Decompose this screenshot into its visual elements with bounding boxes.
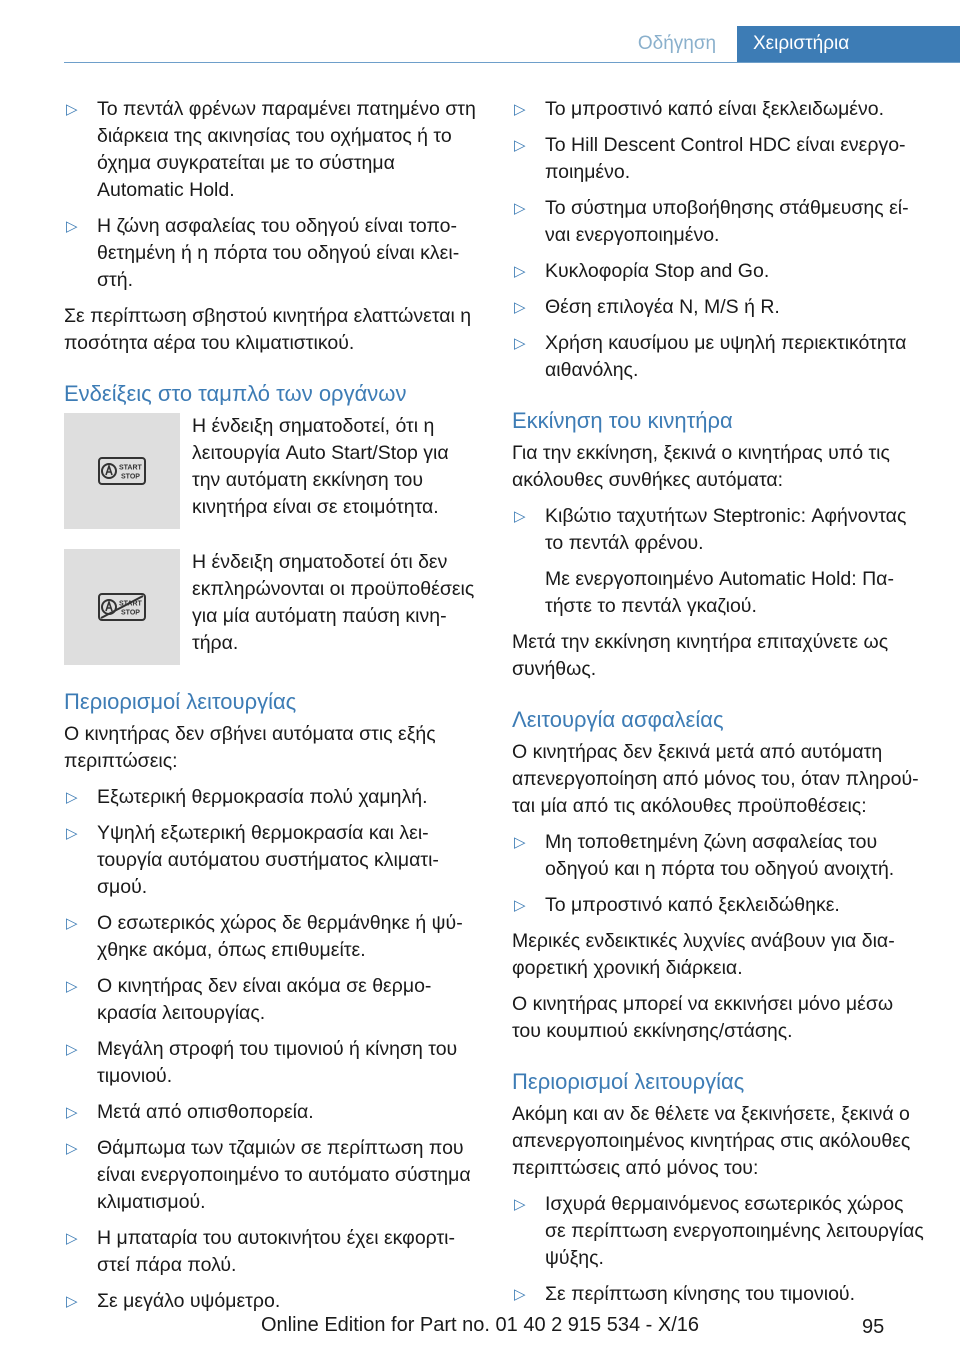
list-item: ▷ Υψηλή εξωτερική θερμοκρασία και λειτουργία αυτόματου συστήματος κλιματισμού. <box>66 822 439 898</box>
auto-start-stop-icon <box>98 457 146 485</box>
list-item: ▷ Το Hill Descent Control HDC είναι ενεργοποιημένο. <box>514 134 906 183</box>
list-item: ▷ Θάμπωμα των τζαμιών σε περίπτωση που είναι ενεργοποιημένο το αυτόματο σύστημα κλιματισμού. <box>66 1137 471 1213</box>
list-item: ▷ Ο εσωτερικός χώρος δε θερμάνθηκε ή ψύχθηκε ακόμα, όπως επιθυμείτε. <box>66 912 463 961</box>
indicator-not-met-row <box>64 549 478 665</box>
list-item: ▷ Θέση επιλογέα N, M/S ή R. <box>512 294 927 321</box>
triangle-bullet-icon: ▷ <box>66 1293 78 1310</box>
heading-limits: Περιορισμοί λειτουργίας <box>64 689 297 714</box>
right-column <box>512 96 927 1317</box>
triangle-bullet-icon: ▷ <box>514 834 526 851</box>
icon-text-start: START <box>119 600 142 608</box>
limits-list <box>64 784 478 1315</box>
icon-text-start: START <box>119 464 142 472</box>
list-item: ▷ Μη τοποθετημένη ζώνη ασφαλείας του οδηγού και η πόρτα του οδηγού ανοιχτή. <box>514 831 895 880</box>
paragraph-lamps: Μερικές ενδεικτικές λυχνίες ανάβουν για διαφορετική χρονική διάρκεια. <box>512 930 895 979</box>
triangle-bullet-icon: ▷ <box>66 101 78 118</box>
icon-text-stop: STOP <box>121 473 140 481</box>
paragraph-limits: Ο κινητήρας δεν σβήνει αυτόματα στις εξής περιπτώσεις: <box>64 723 436 772</box>
indicator-ready-image <box>64 413 180 529</box>
indicator-ready-row <box>64 413 478 529</box>
triangle-bullet-icon: ▷ <box>66 1140 78 1157</box>
condition-list <box>64 96 478 294</box>
triangle-bullet-icon: ▷ <box>514 299 526 316</box>
tab-controls[interactable]: Χειριστήρια <box>737 26 960 62</box>
indicator-ready-text: Η ένδειξη σηματοδοτεί, ότι η λειτουργία Auto Start/Stop για την αυτόματη εκκίνηση του κινητήρα είναι σε ετοιμότητα. <box>192 415 449 518</box>
footer-edition: Online Edition for Part no. 01 40 2 915 534 - X/16 <box>260 1314 700 1336</box>
triangle-bullet-icon: ▷ <box>66 1104 78 1121</box>
heading-limits-restart: Περιορισμοί λειτουργίας <box>512 1069 745 1094</box>
list-item: ▷ Το μπροστινό καπό είναι ξεκλειδωμένο. <box>512 96 927 123</box>
paragraph-safety: Ο κινητήρας δεν ξεκινά μετά από αυτόματη απενεργοποίηση από μόνος του, όταν πληρούται μία από τις ακόλουθες προϋποθέσεις: <box>512 741 919 817</box>
triangle-bullet-icon: ▷ <box>514 101 526 118</box>
triangle-bullet-icon: ▷ <box>514 897 526 914</box>
left-column <box>64 96 478 1324</box>
heading-indicators: Ενδείξεις στο ταμπλό των οργάνων <box>64 381 407 406</box>
auto-start-stop-off-icon <box>98 593 146 621</box>
list-item: ▷ Ισχυρά θερμαινόμενος εσωτερικός χώρος σε περίπτωση ενεργοποιημένης λειτουργίας ψύξης. <box>514 1193 924 1269</box>
tab-driving[interactable]: Οδήγηση <box>637 33 717 54</box>
triangle-bullet-icon: ▷ <box>66 978 78 995</box>
triangle-bullet-icon: ▷ <box>66 915 78 932</box>
sub-paragraph-autohold: Με ενεργοποιημένο Automatic Hold: Πατήστε το πεντάλ γκαζιού. <box>545 568 894 617</box>
triangle-bullet-icon: ▷ <box>66 1230 78 1247</box>
list-item: ▷ Η μπαταρία του αυτοκινήτου έχει εκφορτιστεί πάρα πολύ. <box>66 1227 456 1276</box>
list-item: ▷ Το σύστημα υποβοήθησης στάθμευσης είναι ενεργοποιημένο. <box>514 197 909 246</box>
indicator-not-met-image <box>64 549 180 665</box>
heading-engine-start: Εκκίνηση του κινητήρα <box>512 408 733 433</box>
list-item: ▷ Μετά από οπισθοπορεία. <box>64 1099 478 1126</box>
list-item: ▷ Ο κινητήρας δεν είναι ακόμα σε θερμοκρασία λειτουργίας. <box>66 975 432 1024</box>
page-header <box>0 0 960 62</box>
condition-list-continued <box>512 96 927 384</box>
triangle-bullet-icon: ▷ <box>66 1041 78 1058</box>
heading-safety: Λειτουργία ασφαλείας <box>512 707 724 732</box>
list-item: ▷ Η ζώνη ασφαλείας του οδηγού είναι τοποθετημένη ή η πόρτα του οδηγού είναι κλειστή. <box>66 215 460 291</box>
list-item: ▷ Το πεντάλ φρένων παραμένει πατημένο στη διάρκεια της ακινησίας του οχήματος ή το όχημα συγκρατείται με το σύστημα Automatic Hold. <box>66 98 476 201</box>
triangle-bullet-icon: ▷ <box>66 218 78 235</box>
paragraph-air: Σε περίπτωση σβηστού κινητήρα ελαττώνεται η ποσότητα αέρα του κλιματιστικού. <box>64 305 472 354</box>
triangle-bullet-icon: ▷ <box>514 1286 526 1303</box>
paragraph-button: Ο κινητήρας μπορεί να εκκινήσει μόνο μέσω του κουμπιού εκκίνησης/στάσης. <box>512 993 894 1042</box>
triangle-bullet-icon: ▷ <box>514 200 526 217</box>
indicator-not-met-text: Η ένδειξη σηματοδοτεί ότι δεν εκπληρώνονται οι προϋποθέσεις για μία αυτόματη παύση κινητήρα. <box>192 551 475 654</box>
start-list <box>512 503 927 557</box>
list-item: ▷ Κιβώτιο ταχυτήτων Steptronic: Αφήνοντας το πεντάλ φρένου. <box>514 505 907 554</box>
list-item: ▷ Το μπροστινό καπό ξεκλειδώθηκε. <box>512 892 927 919</box>
list-item: ▷ Σε περίπτωση κίνησης του τιμονιού. <box>512 1281 927 1308</box>
triangle-bullet-icon: ▷ <box>66 789 78 806</box>
triangle-bullet-icon: ▷ <box>514 508 526 525</box>
triangle-bullet-icon: ▷ <box>66 825 78 842</box>
icon-text-stop: STOP <box>121 609 140 617</box>
list-item: ▷ Εξωτερική θερμοκρασία πολύ χαμηλή. <box>64 784 478 811</box>
triangle-bullet-icon: ▷ <box>514 137 526 154</box>
page-number: 95 <box>862 1316 885 1338</box>
list-item: ▷ Μεγάλη στροφή του τιμονιού ή κίνηση του τιμονιού. <box>66 1038 458 1087</box>
list-item: ▷ Χρήση καυσίμου με υψηλή περιεκτικότητα αιθανόλης. <box>514 332 907 381</box>
triangle-bullet-icon: ▷ <box>514 1196 526 1213</box>
triangle-bullet-icon: ▷ <box>514 263 526 280</box>
paragraph-limits-restart: Ακόμη και αν δε θέλετε να ξεκινήσετε, ξεκινά ο απενεργοποιημένος κινητήρας στις ακόλουθες περιπτώσεις από μόνος του: <box>512 1103 911 1179</box>
triangle-bullet-icon: ▷ <box>514 335 526 352</box>
safety-list <box>512 829 927 919</box>
restart-list <box>512 1191 927 1308</box>
paragraph-accelerate: Μετά την εκκίνηση κινητήρα επιταχύνετε ως συνήθως. <box>512 631 889 680</box>
header-divider <box>64 62 960 63</box>
paragraph-start: Για την εκκίνηση, ξεκινά ο κινητήρας υπό τις ακόλουθες συνθήκες αυτόματα: <box>512 442 890 491</box>
list-item: ▷ Σε μεγάλο υψόμετρο. <box>64 1288 478 1315</box>
list-item: ▷ Κυκλοφορία Stop and Go. <box>512 258 927 285</box>
